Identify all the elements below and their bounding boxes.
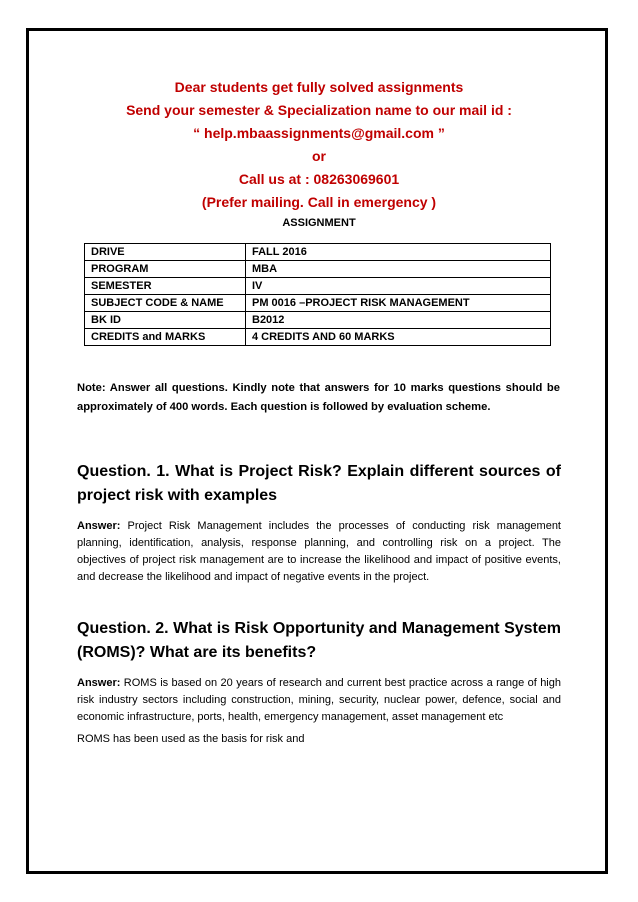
table-key: DRIVE [85,244,246,261]
answer-2-text: ROMS is based on 20 years of research and current best practice across a range of high risk industry sectors including construction, mining, security, nuclear power, defence, social and economic infrastructure, ports, health, emergency management, asset management etc [77,677,561,723]
answer-label: Answer: [77,520,121,532]
table-row [85,312,551,329]
header-email[interactable]: “ help.mbaassignments@gmail.com ” [193,125,445,141]
table-key: CREDITS and MARKS [85,329,246,346]
contact-header [26,76,612,214]
header-line-2: Send your semester & Specialization name to our mail id : [126,102,512,118]
table-value: 4 CREDITS AND 60 MARKS [246,329,551,346]
table-key: PROGRAM [85,261,246,278]
table-value: MBA [246,261,551,278]
table-value: FALL 2016 [246,244,551,261]
answer-label: Answer: [77,677,121,689]
table-value: PM 0016 –PROJECT RISK MANAGEMENT [246,295,551,312]
answer-2 [77,675,561,726]
table-value: B2012 [246,312,551,329]
table-row [85,295,551,312]
table-row [85,244,551,261]
header-or: or [312,148,326,164]
answer-1-text: Project Risk Management includes the processes of conducting risk management planning, identification, analysis, response planning, and controlling risk on a project. The objectives of project risk management are to increase the likelihood and impact of positive events, and decrease the likelihood and impact of negative events in the project. [77,520,561,583]
table-value: IV [246,278,551,295]
assignment-title: ASSIGNMENT [282,217,356,229]
header-note: (Prefer mailing. Call in emergency ) [201,194,437,210]
table-row [85,329,551,346]
table-key: BK ID [85,312,246,329]
question-1-heading: Question. 1. What is Project Risk? Explain different sources of project risk with examples [77,463,561,504]
answer-1 [77,518,561,586]
table-key: SUBJECT CODE & NAME [85,295,246,312]
header-line-1: Dear students get fully solved assignments [174,79,464,95]
table-row [85,261,551,278]
question-2-heading: Question. 2. What is Risk Opportunity and Management System (ROMS)? What are its benefits? [77,620,561,661]
header-phone: Call us at : 08263069601 [238,171,400,187]
answer-2-continued: ROMS has been used as the basis for risk and [77,733,305,745]
assignment-info-table [84,243,551,346]
table-row [85,278,551,295]
instructions-note: Note: Answer all questions. Kindly note that answers for 10 marks questions should be approximately of 400 words. Each question is followed by evaluation scheme. [77,382,560,413]
table-key: SEMESTER [85,278,246,295]
